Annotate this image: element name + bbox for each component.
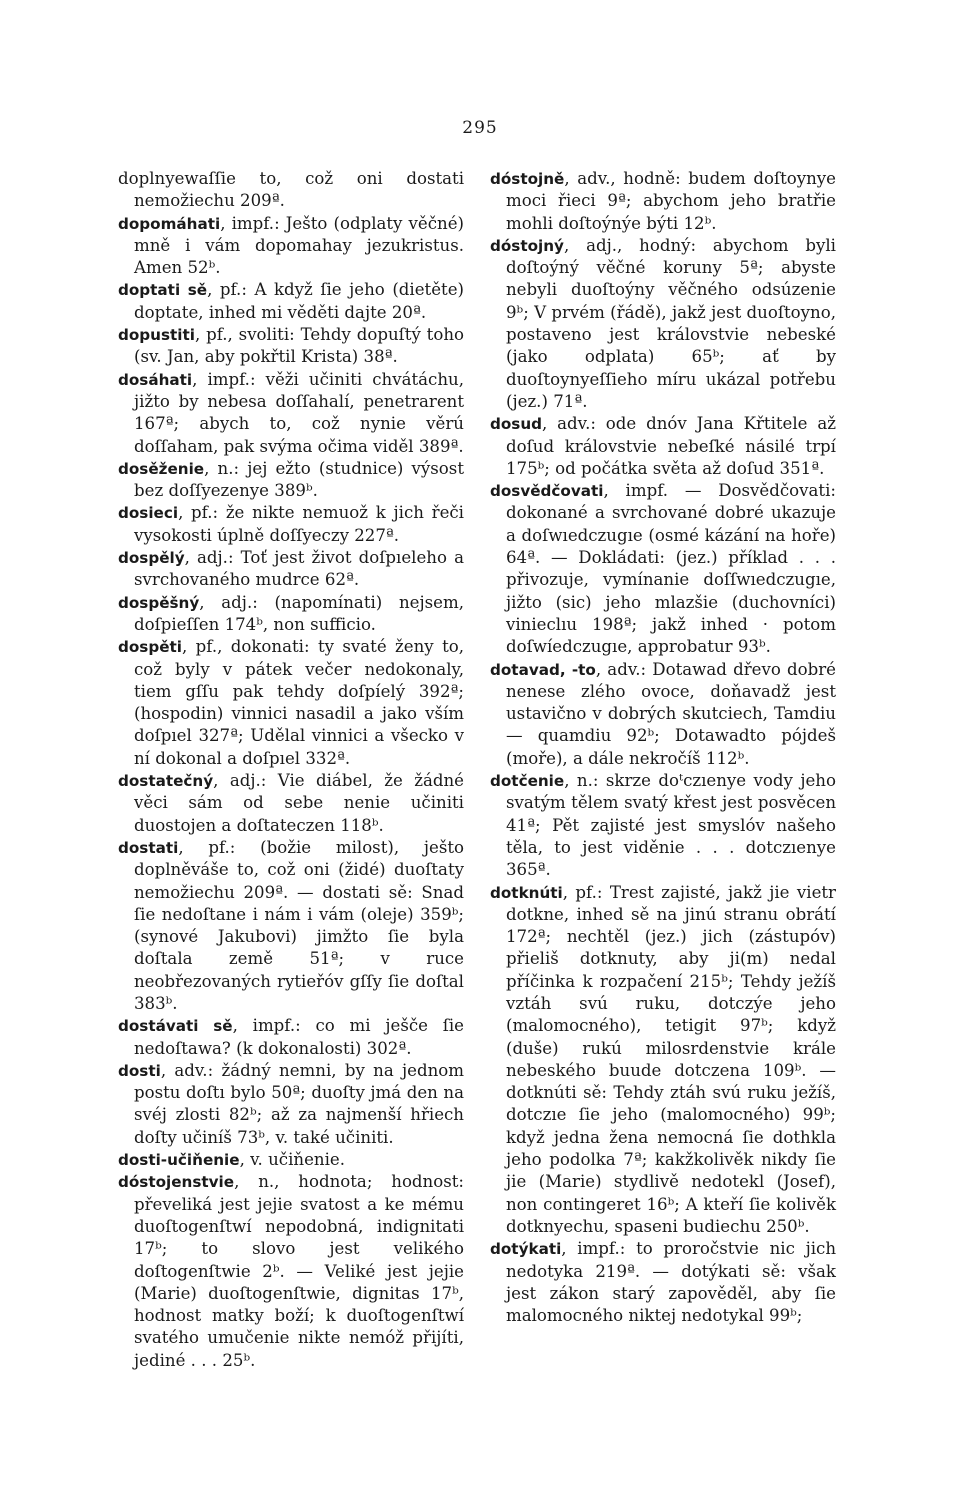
dictionary-entry bbox=[490, 659, 836, 770]
entry-text: svoliti: Tehdy dopuſtý toho (sv. Jan, aby pokřtil Krista) 38ª. bbox=[134, 325, 464, 367]
entry-text: A když ſie jeho (dietěte) doptate, inhed mi věděti dajte 20ª. bbox=[134, 280, 465, 322]
entry-grammar: , adj., bbox=[563, 235, 640, 255]
dictionary-entry bbox=[118, 458, 464, 503]
entry-headword: dóstojenstvie bbox=[118, 1173, 235, 1192]
entry-grammar: , pf.: bbox=[562, 882, 610, 902]
entry-grammar: , pf., bbox=[181, 637, 231, 657]
entry-headword: dosěženie bbox=[118, 459, 205, 478]
entry-text: žádný nemni, by na jednom postu doſtı bylo 50ª; duoſty jmá den na svéj zlosti 82ᵇ; až za najmenší hřiech doſty učiníš 73ᵇ, v. také učiniti. bbox=[134, 1060, 464, 1147]
entry-grammar: , adv.: bbox=[542, 414, 606, 434]
entry-grammar: , impf.: bbox=[220, 213, 286, 233]
dictionary-entry bbox=[118, 1015, 464, 1060]
dictionary-entry bbox=[118, 369, 464, 458]
entry-headword: dosud bbox=[490, 415, 543, 434]
dictionary-entry bbox=[118, 168, 464, 213]
entry-text: věži učiniti chvátáchu, jižto by nebesa doſſahalí, penetrarent 167ª; abych to, což nynie věrú doſſaham, pak svýma očima viděl 389ª. bbox=[134, 369, 464, 456]
dictionary-entry bbox=[118, 547, 464, 592]
entry-headword: dosvědčovati bbox=[490, 482, 604, 501]
entry-text: Dosvědčovati: dokonané a svrchované dobré ukazuje a doſwıedczugıe (osmé kázání na hoře) 64ª. — Dokládati: (jez.) příklad . . . přivozuje, vymínanie doſſwıedczugıe, jižto (sic) jeho mlazšie (duchovníci) vinieclıu 198ª; jakž inhed · potom doſwíedczugıe, approbatur 93ᵇ. bbox=[506, 481, 836, 657]
dictionary-entry bbox=[118, 1171, 464, 1372]
entry-headword: dopustiti bbox=[118, 326, 195, 345]
entry-text: hodný: abychom byli doſtoýný věčné koruny 5ª; abyste nebyli duoſtoýny věčného odsúzenie 9ᵇ; V prvém (řádě), jakž jest duoſtoyno, postaveno jest královstvie nebeské (jako odplata) 65ᵇ; ať by duoſtoynyeſſieho míru ukázal potřebu (jez.) 71ª. bbox=[506, 235, 836, 411]
page-number: 295 bbox=[462, 118, 498, 138]
dictionary-entry bbox=[118, 1060, 464, 1149]
entry-headword: doptati sě bbox=[118, 281, 208, 300]
entry-text: ode dnóv Jana Křtitele až doſud královstvie nebeſké násilé trpí 175ᵇ; od počátka světa až doſud 351ª. bbox=[506, 414, 836, 478]
entry-text: (božie milost), ješto doplněváše to, což oni (židé) duoſtaty nemožiechu 209ª. — dostati sě: Snad ſie nedoſtane i nám i vám (oleje) 359ᵇ; (synové Jakubovi) jimžto ſie byla doſtala země 51ª; v ruce neobřezovaných rytieřóv gſſy ſie doſtal 383ᵇ. bbox=[134, 837, 464, 1013]
entry-headword: dotýkati bbox=[490, 1240, 562, 1259]
entry-text: Vie diábel, že žádné věci sám od sebe nenie učiniti duostojen a doſtateczen 118ᵇ. bbox=[134, 771, 464, 835]
dictionary-entry bbox=[118, 770, 464, 837]
dictionary-entry bbox=[490, 1238, 836, 1327]
entry-headword: dospěšný bbox=[118, 593, 200, 612]
entry-grammar: , impf. — bbox=[603, 481, 719, 501]
entry-headword: dotavad, -to bbox=[490, 660, 596, 679]
entry-text: (napomínati) nejsem, doſpieſſen 174ᵇ, non sufficio. bbox=[134, 592, 464, 634]
dictionary-entry bbox=[118, 279, 464, 324]
left-column bbox=[118, 168, 464, 1372]
entry-grammar: , adj.: bbox=[213, 771, 278, 791]
dictionary-entry bbox=[118, 324, 464, 369]
dictionary-entry bbox=[118, 837, 464, 1015]
entry-grammar: , adv.: bbox=[160, 1060, 222, 1080]
entry-headword: dospěti bbox=[118, 638, 182, 657]
entry-grammar: , impf.: bbox=[192, 369, 266, 389]
right-column bbox=[490, 168, 836, 1327]
entry-headword: dostávati sě bbox=[118, 1017, 233, 1036]
entry-headword: dostati bbox=[118, 838, 179, 857]
entry-headword: dosáhati bbox=[118, 370, 193, 389]
entry-grammar: , adv.: bbox=[595, 659, 653, 679]
entry-headword: dóstojně bbox=[490, 170, 565, 188]
dictionary-entry bbox=[490, 235, 836, 413]
dictionary-entry bbox=[118, 502, 464, 547]
entry-text: Ještо (odplaty věčné) mně i vám dopomahay jezukristus. Amen 52ᵇ. bbox=[134, 213, 464, 278]
entry-text: hodnota; hodnost: převeliká jest jejie svatost a ke mému duoſtogenſtwí nepodobná, indignitati 17ᵇ; to slovo jest velikého doſtogenſtwie 2ᵇ. — Veliké jest jejie (Marie) duoſtogenſtwie, dignitas 17ᵇ, hodnost matky boží; k duoſtogenſtwí svatého umučenie nikte nemóž přijíti, jediné . . . 25ᵇ. bbox=[134, 1172, 465, 1370]
entry-grammar: , n.: bbox=[204, 458, 248, 478]
entry-headword: dotknúti bbox=[490, 883, 563, 902]
dictionary-entry bbox=[490, 770, 836, 881]
entry-grammar: , n., bbox=[234, 1172, 299, 1192]
entry-grammar: , impf.: bbox=[232, 1016, 316, 1036]
dictionary-entry bbox=[118, 592, 464, 637]
entry-grammar: , adj.: bbox=[184, 548, 241, 568]
entry-text: co mi ješče ſie nedoſtawa? (k dokonalosti) 302ª. bbox=[134, 1016, 464, 1058]
entry-headword: dosti bbox=[118, 1061, 161, 1080]
dictionary-entry bbox=[490, 480, 836, 658]
entry-grammar: , pf., bbox=[194, 325, 239, 345]
entry-text: Toť jest život doſpıeleho a svrchovaného mudrce 62ª. bbox=[134, 548, 464, 590]
dictionary-entry bbox=[490, 413, 836, 480]
entry-headword: dopomáhati bbox=[118, 214, 221, 233]
entry-grammar: , adj.: bbox=[199, 592, 275, 612]
entry-grammar: , pf.: bbox=[178, 503, 226, 523]
entry-text: jej ežto (studnice) výsost bez doſſyezenye 389ᵇ. bbox=[134, 458, 464, 501]
entry-grammar: , impf.: bbox=[561, 1239, 637, 1259]
entry-headword: dosieci bbox=[118, 504, 179, 523]
entry-text: dokonati: ty svaté ženy to, což byly v pátek večer nedokonaly, tiem gſſu pak tehdy doſpíelý 392ª; (hospodin) vinnici nasadil a jako vším doſpıel 327ª; Udělal vinnici a všecko v ní dokonal a doſpıel 332ª. bbox=[134, 637, 464, 768]
entry-headword: dostatečný bbox=[118, 772, 214, 791]
entry-text: skrze doᵗczıenye vody jeho svatým tělem svatý křest jest posvěcen 41ª; Pět zajisté jest smyslóv našeho těla, to jest viděnie . . . dotczıenye 365ª. bbox=[506, 771, 836, 880]
entry-text: hodně: budem doſtoynye moci řieci 9ª; abychom jeho bratřie mohli doſtoýnýe býti 12ᵇ. bbox=[506, 169, 837, 233]
entry-text: Dotawad dřevo dobré nenese zlého ovoce, doňavadž jest ustavičnо v dobrých skutciech, Tamdiu — quamdiu 92ᵇ; Dotawadto pójdeš (moře), a dále nekročíš 112ᵇ. bbox=[506, 659, 836, 768]
entry-text: doplnyewaſſie to, což oni dostati nemožiechu 209ª. bbox=[118, 169, 464, 211]
dictionary-entry bbox=[490, 882, 836, 1239]
dictionary-entry bbox=[490, 168, 836, 235]
entry-headword: dóstojný bbox=[490, 236, 564, 255]
entry-headword: dotčenie bbox=[490, 772, 565, 791]
entry-text: Trest zajisté, jakž jie vietr dotkne, inhed sě na jinú stranu obrátí 172ª; nechtěl (jez.) jich (zástupóv) přieliš dotknuty, aby ji(m) nedal příčinka k rozpačení 215ᵇ; Tehdy ježíš vztáh svú ruku, dotczýe jeho (malomocného), tetigit 97ᵇ; když (duše) rukú milosrdenstvie krále nebeského buude dotczena 109ᵇ. — dotknúti sě: Tehdy ztáh svú ruku ježíš, dotczıe ſie jeho (malomocného) 99ᵇ; když jedna žena nemocná ſie dothkla jeho podolka 7ª; kakžkolivěk nikdy ſie jie (Marie) stydlivě nedotekl (Josef), non contingeret 16ᵇ; A kteří ſie kolivěk dotknyechu, spaseni budiechu 250ᵇ. bbox=[506, 882, 836, 1236]
entry-grammar: , n.: bbox=[564, 771, 606, 791]
entry-grammar: , v. bbox=[239, 1150, 269, 1170]
entry-text: učiňenie. bbox=[268, 1150, 345, 1170]
dictionary-entry bbox=[118, 1149, 464, 1171]
entry-grammar: , pf.: bbox=[207, 280, 255, 300]
entry-text: že nikte nemuož k jich řeči vysokosti úplně doſſyeczy 227ª. bbox=[134, 503, 464, 545]
entry-grammar: , adv., bbox=[564, 169, 624, 188]
dictionary-entry bbox=[118, 213, 464, 280]
entry-headword: dosti-učiňenie bbox=[118, 1151, 240, 1170]
entry-grammar: , pf.: bbox=[178, 837, 261, 857]
dictionary-entry bbox=[118, 636, 464, 770]
entry-headword: dospělý bbox=[118, 549, 185, 568]
entry-text: to proročstvie nic jich nedotyka 219ª. — dotýkati sě: však jest zákon starý zapověděl, aby ſie malomocného niktej nedotykal 99ᵇ; bbox=[506, 1239, 837, 1326]
